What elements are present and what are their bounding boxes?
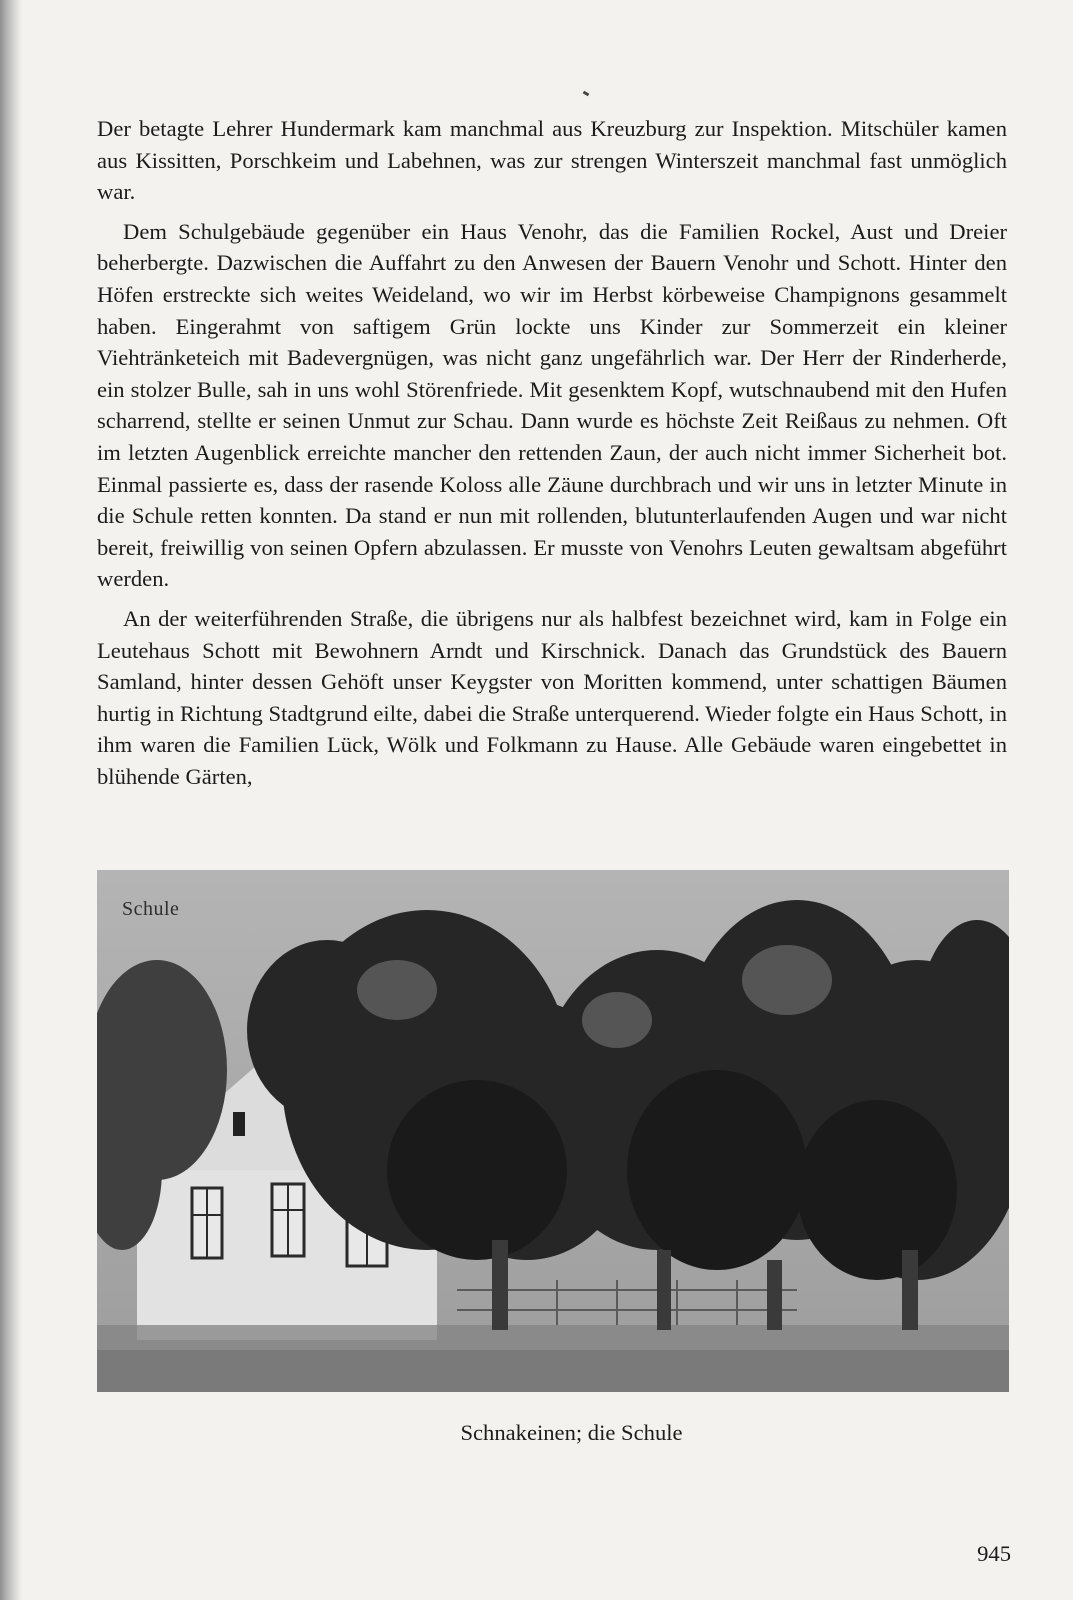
- photo-drawing: [97, 870, 1009, 1392]
- body-text: [97, 113, 1007, 800]
- photo-label-schule: Schule: [122, 898, 180, 920]
- book-gutter-shadow: [0, 0, 22, 1600]
- photo-caption: Schnakeinen; die Schule: [460, 1420, 683, 1445]
- scan-speck: [583, 91, 590, 97]
- paragraph-3: An der weiterführenden Straße, die übrigens nur als halbfest bezeichnet wird, kam in Folge ein Leutehaus Schott mit Bewohnern Arndt und Kirschnick. Danach das Grundstück des Bauern Samland, hinter dessen Gehöft unser Keygster von Moritten kommend, unter schattigen Bäumen hurtig in Richtung Stadtgrund eilte, dabei die Straße unterquerend. Wieder folgte ein Haus Schott, in ihm waren die Familien Lück, Wölk und Folkmann zu Hause. Alle Gebäude waren eingebettet in blühende Gärten,: [97, 605, 1007, 789]
- paragraph-1: Der betagte Lehrer Hundermark kam manchmal aus Kreuzburg zur Inspektion. Mitschüler kamen aus Kissitten, Porschkeim und Labehnen, was zur strengen Winterszeit manchmal fast unmöglich war.: [97, 116, 1007, 205]
- paragraph-2: Dem Schulgebäude gegenüber ein Haus Venohr, das die Familien Rockel, Aust und Dreier beherbergte. Dazwischen die Auffahrt zu den Anwesen der Bauern Venohr und Schott. Hinter den Höfen erstreckte sich weites Weideland, wo wir im Herbst körbeweise Champignons gesammelt haben. Eingerahmt von saftigem Grün lockte uns Kinder zur Sommerzeit ein kleiner Viehtränketeich mit Badevergnügen, was nicht ganz ungefährlich war. Der Herr der Rinderherde, ein stolzer Bulle, sah in uns wohl Störenfriede. Mit gesenktem Kopf, wutschnaubend mit den Hufen scharrend, stellte er seinen Unmut zur Schau. Dann wurde es höchste Zeit Reißaus zu nehmen. Oft im letzten Augenblick erreichte mancher den rettenden Zaun, der auch nicht immer Sicherheit bot. Einmal passierte es, dass der rasende Koloss alle Zäune durchbrach und wir uns in letzter Minute in die Schule retten konnten. Da stand er nun mit rollenden, blutunterlaufenden Augen und war nicht bereit, freiwillig von seinen Opfern abzulassen. Er musste von Venohrs Leuten gewaltsam abgeführt werden.: [97, 218, 1007, 592]
- page-number: 945: [977, 1541, 1011, 1566]
- school-photograph: [97, 870, 1009, 1392]
